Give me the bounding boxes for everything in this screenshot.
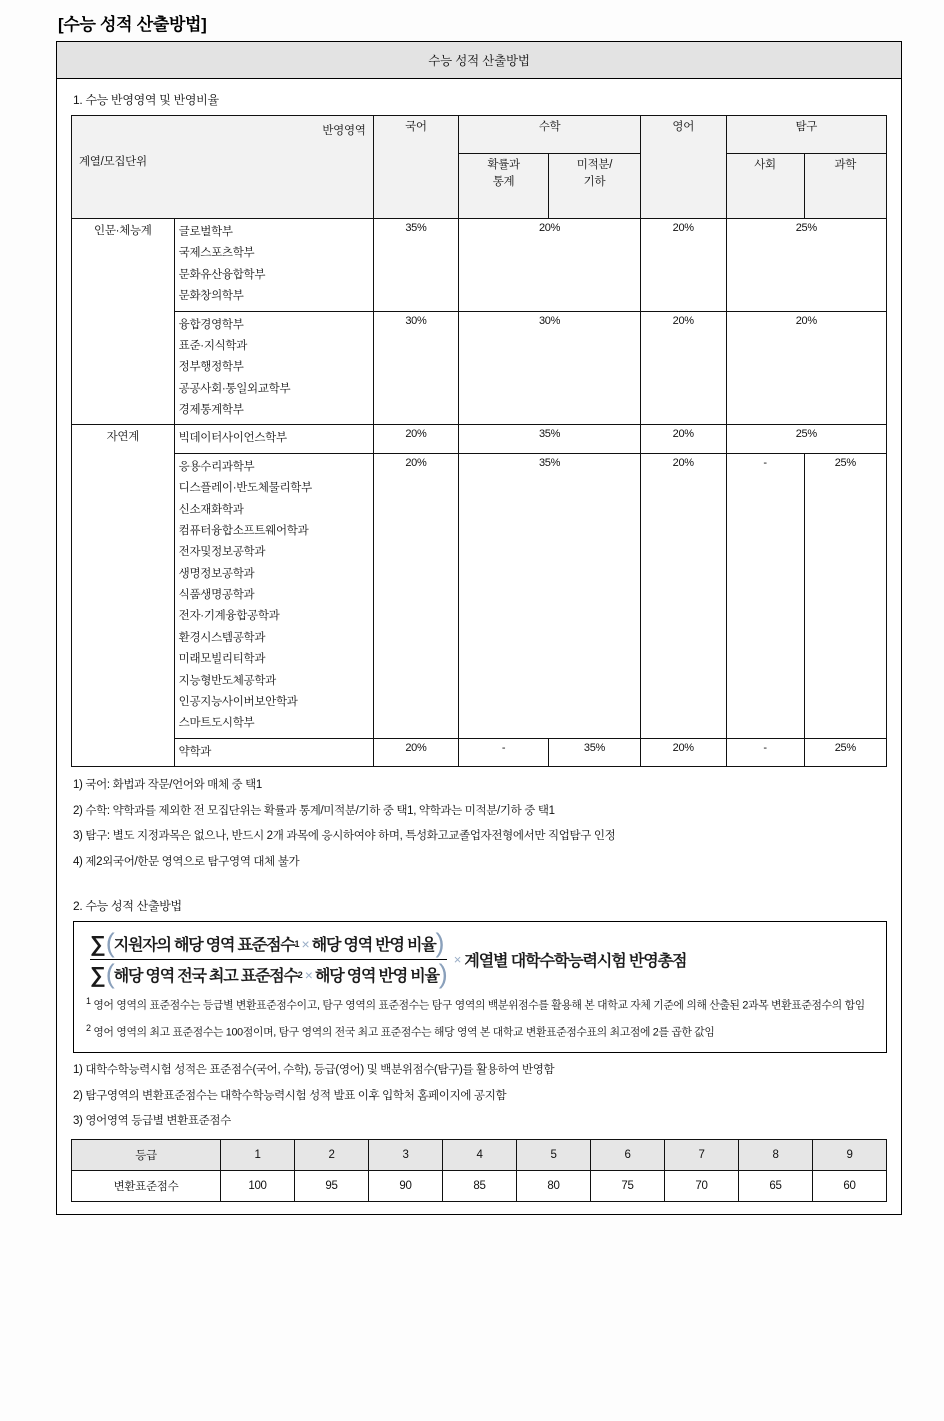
major-item: 응용수리과학부	[178, 460, 255, 473]
header-math-prob-line1: 확률과	[487, 159, 520, 172]
header-english: 영어	[640, 116, 726, 219]
pct-tamgu-science: 25%	[804, 738, 886, 766]
header-math-calc-line1: 미적분/	[576, 159, 613, 172]
formula-tail-text: 계열별 대학수학능력시험 반영총점	[464, 952, 687, 970]
pct-korean: 30%	[373, 311, 459, 425]
note-item: 2) 수학: 약학과를 제외한 전 모집단위는 확률과 통계/미적분/기하 중 택1, 약학과는 미적분/기하 중 택1	[73, 804, 555, 817]
major-item: 국제스포츠학부	[178, 247, 255, 260]
sigma-icon: ∑	[90, 930, 105, 956]
numerator-text-b: 해당 영역 반영 비율	[311, 937, 436, 955]
note-item: 1) 국어: 화법과 작문/언어와 매체 중 택1	[73, 779, 262, 791]
major-item: 문화창의학부	[178, 290, 244, 303]
grade-cell: 3	[369, 1139, 443, 1170]
series-humanities: 인문·체능계	[72, 219, 175, 425]
major-item: 공공사회·통일외교학부	[178, 382, 291, 395]
pct-tamgu: 20%	[726, 311, 886, 425]
pct-tamgu: 25%	[726, 219, 886, 312]
pct-korean: 20%	[373, 453, 459, 738]
pct-english: 20%	[640, 738, 726, 766]
grade-cell: 8	[739, 1139, 813, 1170]
major-item: 경제통계학부	[178, 404, 244, 416]
header-tamgu: 탐구	[726, 116, 886, 154]
grade-cell: 9	[813, 1139, 887, 1170]
major-item: 인공지능사이버보안학과	[178, 695, 298, 708]
header-math-calc-line2: 기하	[583, 175, 606, 188]
formula-row	[90, 930, 876, 989]
majors-cell-2	[174, 311, 373, 425]
header-tamgu-social: 사회	[726, 154, 804, 219]
pct-tamgu-social: -	[726, 453, 804, 738]
majors-cell-1	[174, 219, 373, 312]
document-frame	[56, 41, 902, 1215]
major-item: 컴퓨터융합소프트웨어학과	[178, 524, 309, 537]
pct-english: 20%	[640, 219, 726, 312]
english-grade-conversion-table	[71, 1139, 887, 1202]
pct-english: 20%	[640, 311, 726, 425]
note-item: 2) 탐구영역의 변환표준점수는 대학수학능력시험 성적 발표 이후 입학처 홈페이지에 공지함	[73, 1089, 507, 1102]
score-formula-box	[73, 921, 887, 1053]
footnote-text: 영어 영역의 최고 표준점수는 100점이며, 탐구 영역의 전국 최고 표준점수는 해당 영역 본 대학교 변환표준점수표의 최고점에 2를 곱한 값임	[93, 1026, 715, 1039]
numerator-superscript: 1	[294, 938, 299, 949]
pct-korean: 20%	[373, 425, 459, 453]
paren-close-icon: )	[435, 928, 444, 959]
grade-cell: 7	[665, 1139, 739, 1170]
major-item: 전자및정보공학과	[178, 546, 266, 559]
pct-math-probability: -	[459, 738, 549, 766]
footnote-mark: 1	[86, 995, 91, 1006]
major-item: 전자·기계융합공학과	[178, 610, 280, 623]
paren-close-icon: )	[438, 959, 447, 990]
multiply-icon: ×	[453, 951, 462, 967]
grade-cell: 4	[443, 1139, 517, 1170]
note-item: 4) 제2외국어/한문 영역으로 탐구영역 대체 불가	[73, 856, 300, 869]
major-item: 표준·지식학과	[178, 339, 248, 352]
score-row-label: 변환표준점수	[72, 1170, 221, 1201]
pct-english: 20%	[640, 453, 726, 738]
paren-open-icon: (	[105, 928, 114, 959]
table-row	[72, 738, 887, 766]
pct-english: 20%	[640, 425, 726, 453]
table-header-row-1	[72, 116, 887, 154]
majors-cell-5	[174, 738, 373, 766]
major-item: 약학과	[178, 745, 212, 758]
grade-cell: 6	[591, 1139, 665, 1170]
footnote-mark: 2	[86, 1023, 91, 1034]
corner-header-cell	[72, 116, 374, 219]
page-title: [수능 성적 산출방법]	[58, 15, 207, 34]
note-item: 3) 탐구: 별도 지정과목은 없으나, 반드시 2개 과목에 응시하여야 하며, 특성화고교졸업자전형에서만 직업탐구 인정	[73, 830, 616, 843]
score-cell: 95	[295, 1170, 369, 1201]
header-math-calculus	[548, 154, 640, 219]
major-item: 환경시스템공학과	[178, 631, 266, 644]
note-item: 1) 대학수학능력시험 성적은 표준점수(국어, 수학), 등급(영어) 및 백분위점수(탐구)를 활용하여 반영함	[73, 1063, 555, 1076]
multiply-icon: ×	[304, 966, 312, 983]
major-item: 문화유산융합학부	[178, 268, 266, 281]
score-cell: 85	[443, 1170, 517, 1201]
pct-math-calculus: 35%	[548, 738, 640, 766]
corner-top-right-label: 반영영역	[322, 125, 366, 137]
header-korean: 국어	[373, 116, 459, 219]
multiply-icon: ×	[301, 935, 309, 952]
formula-denominator	[90, 960, 447, 989]
pct-math: 20%	[459, 219, 641, 312]
score-cell: 80	[517, 1170, 591, 1201]
denominator-text-a: 해당 영역 전국 최고 표준점수	[113, 968, 298, 986]
pct-tamgu-social: -	[726, 738, 804, 766]
sigma-icon: ∑	[90, 961, 105, 987]
pct-math: 30%	[459, 311, 641, 425]
pct-korean: 35%	[373, 219, 459, 312]
table-row	[72, 219, 887, 312]
major-item: 식품생명공학과	[178, 589, 255, 601]
majors-cell-3	[174, 425, 373, 453]
corner-bottom-left-label: 계열/모집단위	[79, 156, 147, 168]
header-tamgu-science: 과학	[804, 154, 886, 219]
major-item: 융합경영학부	[178, 318, 244, 331]
major-item: 빅데이터사이언스학부	[178, 432, 287, 445]
footnote-text: 영어 영역의 표준점수는 등급별 변환표준점수이고, 탐구 영역의 표준점수는 탐구 영역의 백분위점수를 활용해 본 대학교 자체 기준에 의해 산출된 2과목 변환표준점수의 합임	[93, 999, 865, 1012]
major-item: 생명정보공학과	[178, 567, 255, 580]
denominator-text-b: 해당 영역 반영 비율	[314, 968, 439, 986]
note-item: 3) 영어영역 등급별 변환표준점수	[73, 1115, 231, 1128]
major-item: 스마트도시학부	[178, 717, 255, 730]
table-row	[72, 425, 887, 453]
score-cell: 60	[813, 1170, 887, 1201]
table-row	[72, 311, 887, 425]
grade-cell: 5	[517, 1139, 591, 1170]
major-item: 정부행정학부	[178, 361, 244, 374]
major-item: 신소재화학과	[178, 503, 244, 516]
major-item: 미래모빌리티학과	[178, 653, 266, 666]
section1-notes	[73, 777, 887, 871]
major-item: 지능형반도체공학과	[178, 674, 276, 687]
formula-fraction	[90, 930, 447, 989]
denominator-superscript: 2	[297, 969, 302, 980]
header-math-probability	[459, 154, 549, 219]
table-row	[72, 1139, 887, 1170]
series-natural: 자연계	[72, 425, 175, 767]
header-math-prob-line2: 통계	[492, 175, 515, 188]
formula-numerator	[90, 930, 447, 960]
table-row	[72, 1170, 887, 1201]
pct-tamgu: 25%	[726, 425, 886, 453]
grade-row-label: 등급	[72, 1139, 221, 1170]
header-math: 수학	[459, 116, 641, 154]
major-item: 디스플레이·반도체물리학부	[178, 482, 312, 495]
section2-notes	[73, 1062, 887, 1130]
paren-open-icon: (	[105, 959, 114, 990]
grade-cell: 2	[295, 1139, 369, 1170]
section2-label: 2. 수능 성적 산출방법	[73, 898, 182, 913]
reflection-ratio-table	[71, 115, 887, 767]
score-cell: 75	[591, 1170, 665, 1201]
section1-label: 1. 수능 반영영역 및 반영비율	[73, 93, 219, 107]
score-cell: 70	[665, 1170, 739, 1201]
major-item: 글로벌학부	[178, 226, 233, 238]
pct-math: 35%	[459, 425, 641, 453]
score-cell: 90	[369, 1170, 443, 1201]
frame-content	[57, 79, 901, 1214]
pct-tamgu-science: 25%	[804, 453, 886, 738]
formula-tail	[451, 948, 687, 971]
table-row	[72, 453, 887, 738]
formula-footnote	[86, 1020, 876, 1044]
grade-cell: 1	[221, 1139, 295, 1170]
band-title: 수능 성적 산출방법	[57, 42, 901, 79]
pct-math: 35%	[459, 453, 641, 738]
pct-korean: 20%	[373, 738, 459, 766]
score-cell: 100	[221, 1170, 295, 1201]
score-cell: 65	[739, 1170, 813, 1201]
numerator-text-a: 지원자의 해당 영역 표준점수	[113, 937, 295, 955]
formula-footnote	[86, 993, 876, 1017]
majors-cell-4	[174, 453, 373, 738]
